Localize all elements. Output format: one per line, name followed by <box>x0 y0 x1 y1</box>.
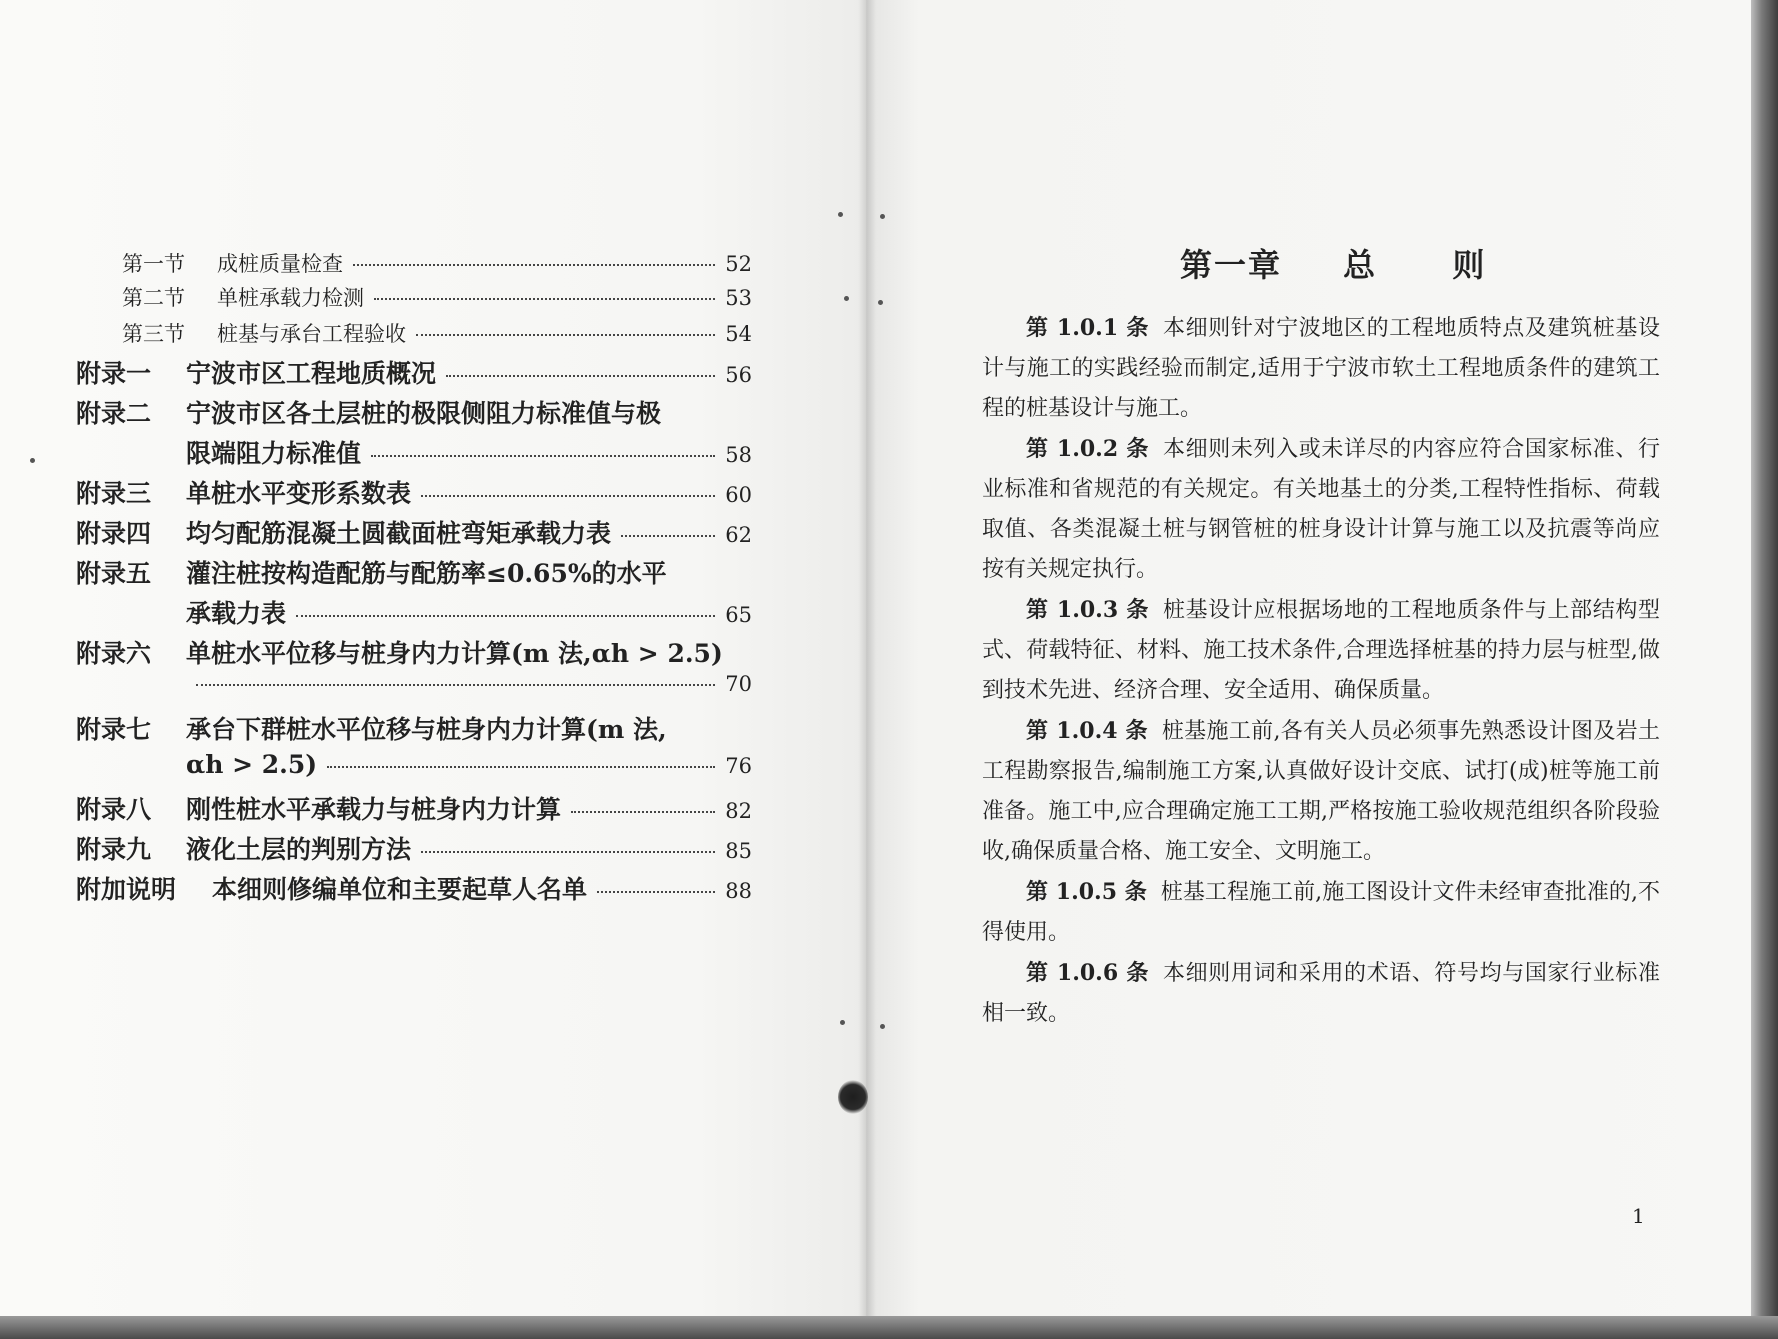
toc-title: 单桩水平变形系数表 <box>186 479 412 508</box>
toc-title: 单桩水平位移与桩身内力计算(m 法,αh > 2.5) <box>186 639 723 668</box>
toc-label: 附录七 <box>76 715 152 744</box>
chapter-title-char-2: 则 <box>1452 246 1487 284</box>
article-text: 本细则针对宁波地区的工程地质特点及建筑桩基设计与施工的实践经验而制定,适用于宁波市软土工程地质条件的建筑工程的桩基设计与施工。 <box>982 316 1660 421</box>
toc-label: 附录四 <box>76 519 152 548</box>
article-paragraph <box>982 429 1660 590</box>
binding-mark <box>880 1024 885 1029</box>
toc-label: 第一节 <box>122 252 185 276</box>
toc-title-cont: αh > 2.5) <box>186 750 318 779</box>
article-number: 第 1.0.4 条 <box>1026 718 1148 744</box>
dot-leader <box>374 298 715 300</box>
toc-label: 第三节 <box>122 322 185 346</box>
chapter-label: 第一章 <box>1180 246 1283 284</box>
toc-supplement <box>76 870 752 906</box>
article-number: 第 1.0.1 条 <box>1026 315 1150 341</box>
toc-title: 桩基与承台工程验收 <box>217 322 406 346</box>
toc-appendix-6-cont <box>186 672 752 696</box>
toc-label: 附录六 <box>76 639 152 668</box>
toc-title: 本细则修编单位和主要起草人名单 <box>212 875 588 904</box>
toc-title: 单桩承载力检测 <box>217 286 364 310</box>
dot-leader <box>446 375 715 377</box>
dot-leader <box>421 851 715 853</box>
binding-mark <box>880 214 885 219</box>
toc-title: 液化土层的判别方法 <box>186 835 412 864</box>
toc-page-number: 70 <box>725 672 752 696</box>
toc-label: 附录三 <box>76 479 152 508</box>
article-paragraph <box>982 711 1660 872</box>
toc-title-cont: 限端阻力标准值 <box>186 439 362 468</box>
toc-section-1 <box>122 248 752 278</box>
dot-leader <box>571 811 715 813</box>
dot-leader <box>327 766 715 768</box>
toc-appendix-5 <box>76 554 752 590</box>
toc-title: 刚性桩水平承载力与桩身内力计算 <box>186 795 562 824</box>
chapter-title-char-1: 总 <box>1343 246 1378 284</box>
scan-bottom-edge <box>0 1316 1778 1339</box>
toc-title-cont: 承载力表 <box>186 599 287 628</box>
toc-page-number: 58 <box>725 443 752 467</box>
dot-leader <box>597 891 715 893</box>
toc-title: 均匀配筋混凝土圆截面桩弯矩承载力表 <box>186 519 612 548</box>
chapter-heading <box>1180 240 1486 286</box>
toc-page-number: 62 <box>725 523 752 547</box>
toc-page-number: 53 <box>725 286 752 310</box>
binding-mark <box>878 300 883 305</box>
toc-title: 灌注桩按构造配筋与配筋率≤0.65%的水平 <box>186 559 667 588</box>
toc-appendix-7 <box>76 710 752 746</box>
toc-appendix-4 <box>76 514 752 550</box>
toc-label: 附录一 <box>76 359 152 388</box>
article-number: 第 1.0.5 条 <box>1026 879 1147 905</box>
dot-leader <box>416 334 715 336</box>
article-paragraph <box>982 953 1660 1034</box>
toc-appendix-9 <box>76 830 752 866</box>
toc-label: 附加说明 <box>76 875 177 904</box>
toc-appendix-1 <box>76 354 752 390</box>
article-text: 桩基施工前,各有关人员必须事先熟悉设计图及岩土工程勘察报告,编制施工方案,认真做好设计交底、试打(成)桩等施工前准备。施工中,应合理确定施工工期,严格按施工验收规范组织各阶段验收,确保质量合格、施工安全、文明施工。 <box>982 719 1660 864</box>
toc-section-2 <box>122 282 752 312</box>
toc-appendix-2 <box>76 394 752 430</box>
page-number: 1 <box>1632 1204 1645 1228</box>
toc-page-number: 65 <box>725 603 752 627</box>
article-text: 本细则未列入或未详尽的内容应符合国家标准、行业标准和省规范的有关规定。有关地基土的分类,工程特性指标、荷载取值、各类混凝土桩与钢管桩的桩身设计计算与施工以及抗震等尚应按有关规定执行。 <box>982 437 1660 582</box>
toc-page-number: 88 <box>725 879 752 903</box>
article-text: 桩基设计应根据场地的工程地质条件与上部结构型式、荷载特征、材料、施工技术条件,合理选择桩基的持力层与桩型,做到技术先进、经济合理、安全适用、确保质量。 <box>982 598 1660 703</box>
toc-page-number: 76 <box>725 754 752 778</box>
toc-title: 成桩质量检查 <box>217 252 343 276</box>
toc-section-3 <box>122 318 752 348</box>
article-text: 桩基工程施工前,施工图设计文件未经审查批准的,不得使用。 <box>982 880 1660 945</box>
table-of-contents <box>0 0 866 1316</box>
dot-leader <box>371 455 715 457</box>
dot-leader <box>296 615 715 617</box>
toc-label: 第二节 <box>122 286 185 310</box>
toc-appendix-6 <box>76 634 752 670</box>
toc-appendix-8 <box>76 790 752 826</box>
toc-appendix-3 <box>76 474 752 510</box>
dot-leader <box>621 535 715 537</box>
article-number: 第 1.0.6 条 <box>1026 960 1150 986</box>
toc-appendix-7-cont <box>186 750 752 779</box>
article-number: 第 1.0.2 条 <box>1026 436 1150 462</box>
toc-appendix-2-cont <box>186 434 752 470</box>
chapter-body <box>982 308 1660 1034</box>
article-paragraph <box>982 308 1660 429</box>
toc-title: 承台下群桩水平位移与桩身内力计算(m 法, <box>186 715 667 744</box>
toc-page-number: 85 <box>725 839 752 863</box>
toc-label: 附录二 <box>76 399 152 428</box>
article-paragraph <box>982 590 1660 711</box>
toc-page-number: 82 <box>725 799 752 823</box>
toc-page-number: 54 <box>725 322 752 346</box>
toc-label: 附录八 <box>76 795 152 824</box>
article-number: 第 1.0.3 条 <box>1026 597 1150 623</box>
toc-appendix-5-cont <box>186 594 752 630</box>
toc-label: 附录五 <box>76 559 152 588</box>
dot-leader <box>421 495 715 497</box>
toc-title: 宁波市区各土层桩的极限侧阻力标准值与极 <box>186 399 662 428</box>
article-text: 本细则用词和采用的术语、符号均与国家行业标准相一致。 <box>982 961 1660 1026</box>
toc-page-number: 56 <box>725 363 752 387</box>
toc-page-number: 52 <box>725 252 752 276</box>
toc-title: 宁波市区工程地质概况 <box>186 359 437 388</box>
dot-leader <box>353 264 715 266</box>
toc-label: 附录九 <box>76 835 152 864</box>
dot-leader <box>196 684 715 686</box>
scan-right-edge <box>1751 0 1778 1339</box>
toc-page-number: 60 <box>725 483 752 507</box>
article-paragraph <box>982 872 1660 953</box>
